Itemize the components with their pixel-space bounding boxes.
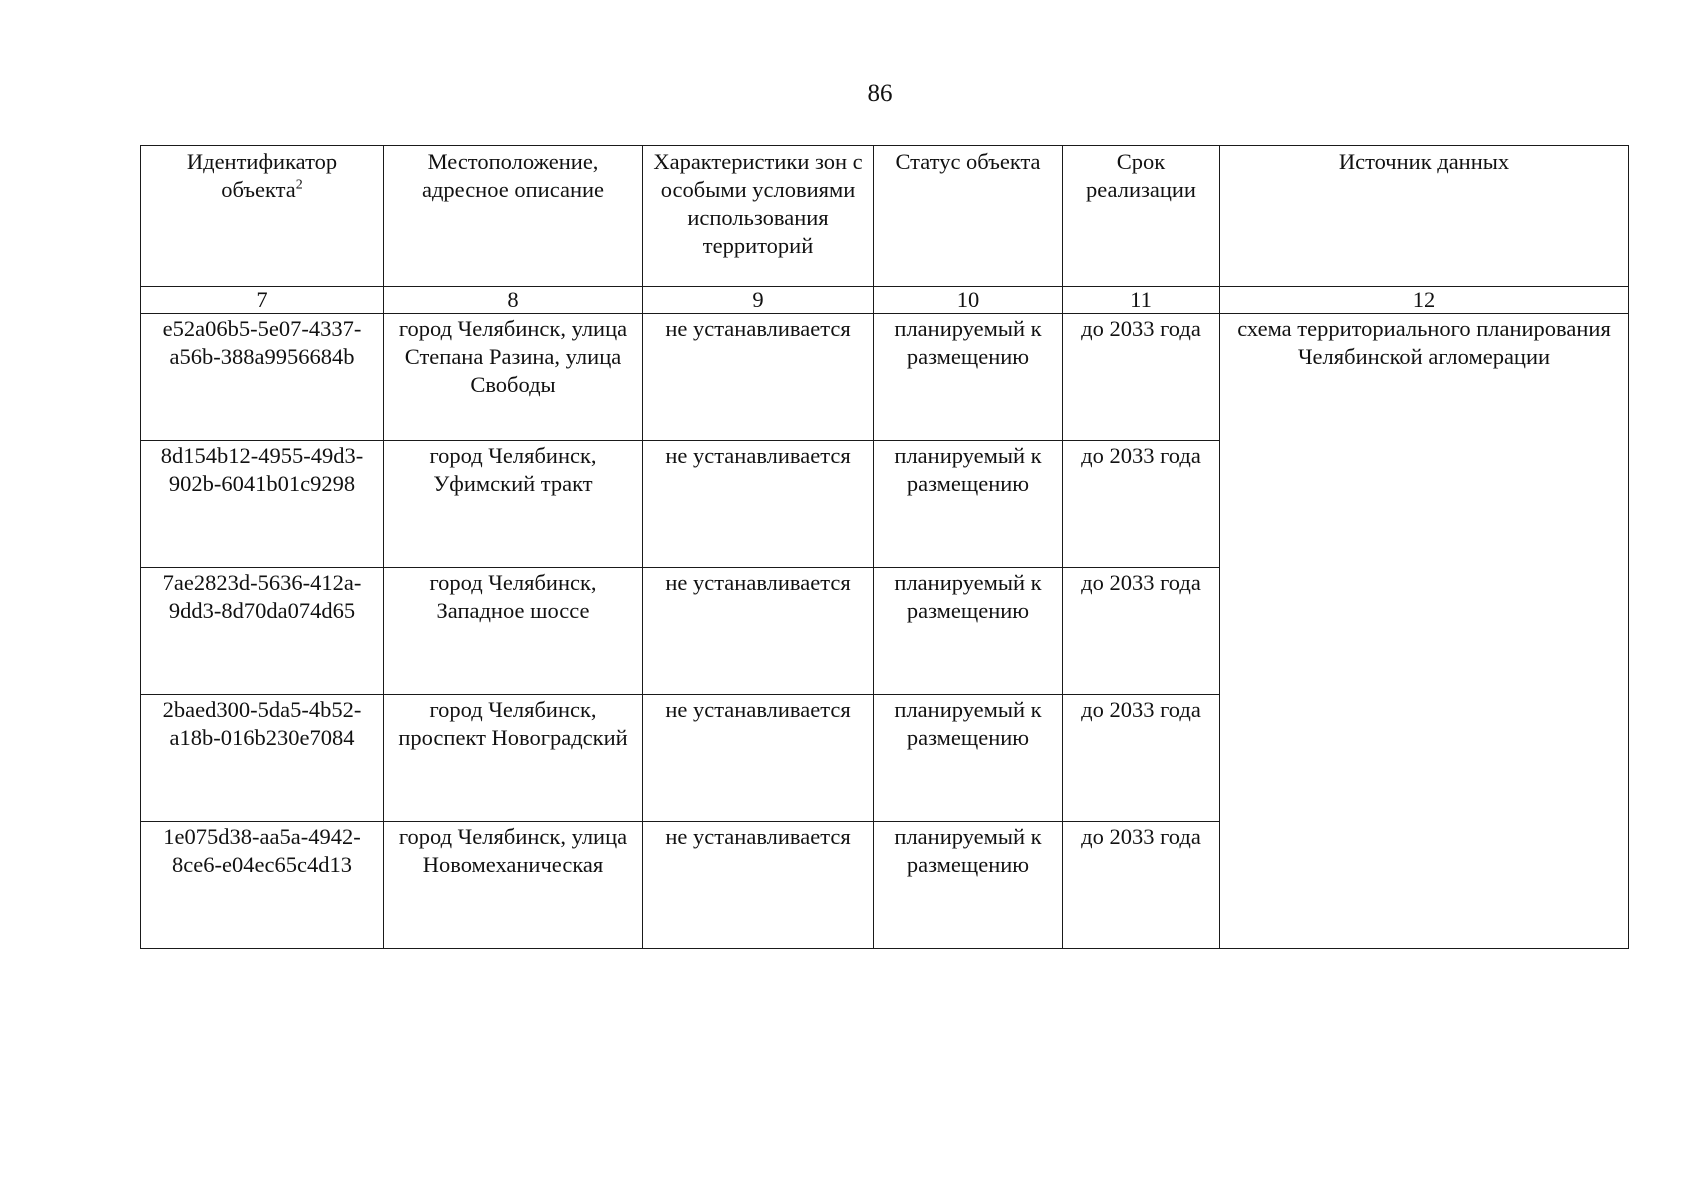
cell-term: до 2033 года	[1063, 695, 1220, 822]
column-number: 10	[874, 287, 1063, 314]
cell-location: город Челябинск, улица Степана Разина, улица Свободы	[384, 314, 643, 441]
cell-term: до 2033 года	[1063, 822, 1220, 949]
cell-location: город Челябинск, улица Новомеханическая	[384, 822, 643, 949]
cell-identifier: 2baed300-5da5-4b52-a18b-016b230e7084	[141, 695, 384, 822]
cell-location: город Челябинск, Уфимский тракт	[384, 441, 643, 568]
cell-term: до 2033 года	[1063, 568, 1220, 695]
cell-zones: не устанавливается	[643, 695, 874, 822]
header-identifier: Идентификатор объекта$^2$	[141, 146, 384, 287]
column-number: 11	[1063, 287, 1220, 314]
cell-status: планируемый к размещению	[874, 441, 1063, 568]
cell-term: до 2033 года	[1063, 314, 1220, 441]
cell-identifier: 1e075d38-aa5a-4942-8ce6-e04ec65c4d13	[141, 822, 384, 949]
header-location: Местоположение, адресное описание	[384, 146, 643, 287]
cell-status: планируемый к размещению	[874, 822, 1063, 949]
cell-status: планируемый к размещению	[874, 568, 1063, 695]
header-status: Статус объекта	[874, 146, 1063, 287]
objects-table	[140, 145, 1629, 949]
header-row	[141, 146, 1629, 287]
table-row	[141, 314, 1629, 441]
column-number: 8	[384, 287, 643, 314]
column-number: 12	[1220, 287, 1629, 314]
cell-zones: не устанавливается	[643, 822, 874, 949]
cell-location: город Челябинск, Западное шоссе	[384, 568, 643, 695]
cell-term: до 2033 года	[1063, 441, 1220, 568]
cell-source: схема территориального планирования Челябинской агломерации	[1220, 314, 1629, 949]
header-term: Срок реализации	[1063, 146, 1220, 287]
cell-identifier: 7ae2823d-5636-412a-9dd3-8d70da074d65	[141, 568, 384, 695]
header-source: Источник данных	[1220, 146, 1629, 287]
cell-identifier: 8d154b12-4955-49d3-902b-6041b01c9298	[141, 441, 384, 568]
cell-identifier: e52a06b5-5e07-4337-a56b-388a9956684b	[141, 314, 384, 441]
cell-zones: не устанавливается	[643, 314, 874, 441]
cell-status: планируемый к размещению	[874, 314, 1063, 441]
page-number: 86	[867, 80, 893, 107]
cell-zones: не устанавливается	[643, 441, 874, 568]
header-zones: Характеристики зон с особыми условиями использования территорий	[643, 146, 874, 287]
cell-status: планируемый к размещению	[874, 695, 1063, 822]
cell-zones: не устанавливается	[643, 568, 874, 695]
column-number: 9	[643, 287, 874, 314]
column-number: 7	[141, 287, 384, 314]
cell-location: город Челябинск, проспект Новоградский	[384, 695, 643, 822]
column-number-row	[141, 287, 1629, 314]
